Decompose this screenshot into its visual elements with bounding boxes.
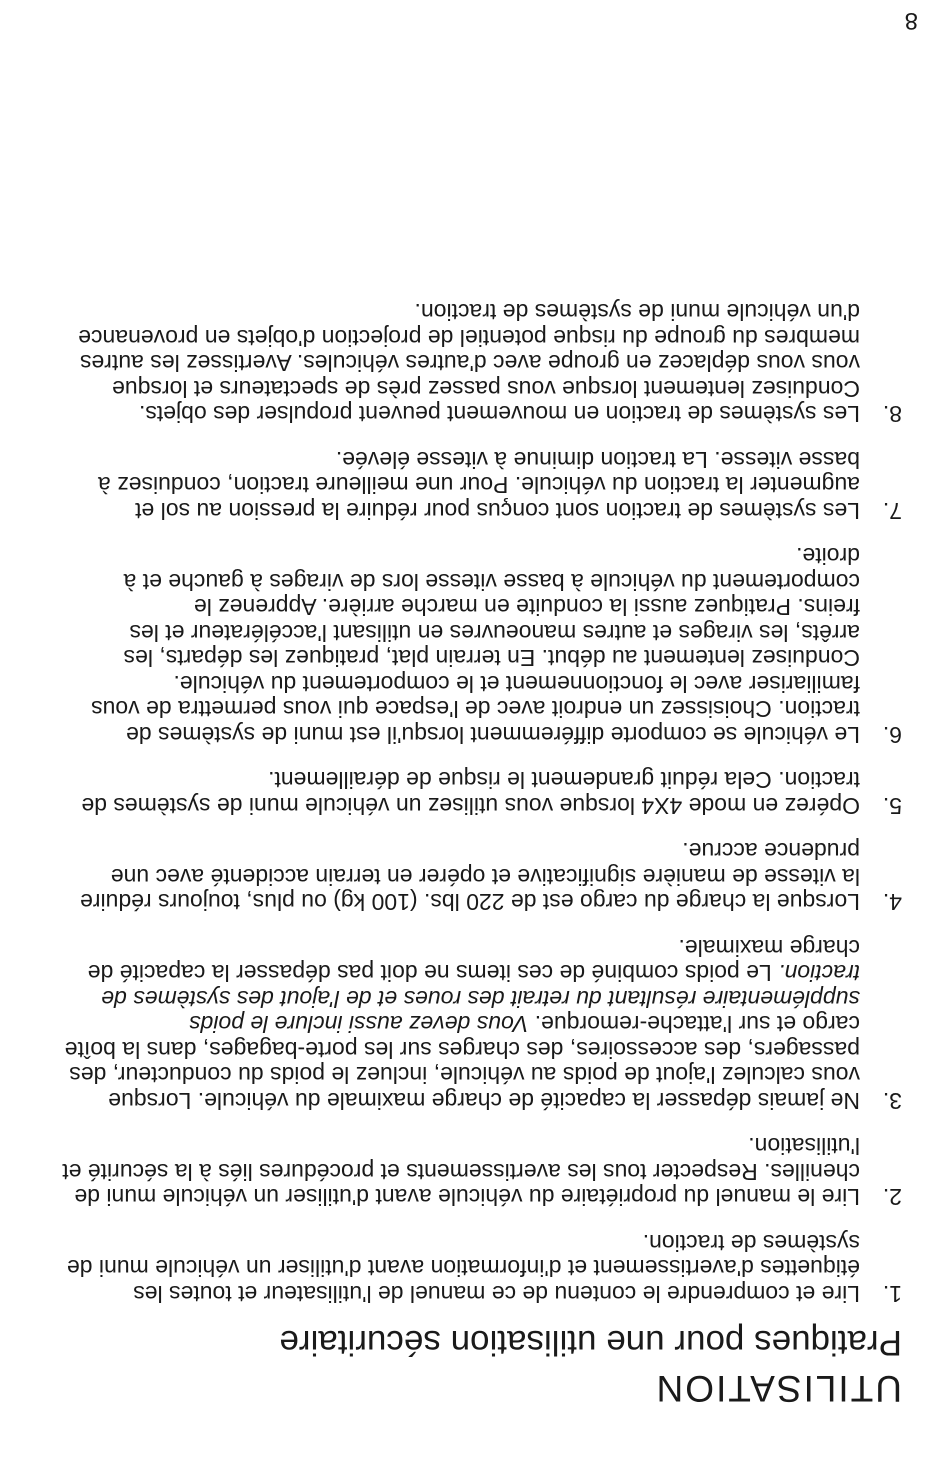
list-item: [62, 935, 902, 1114]
list-item: [62, 838, 902, 915]
item-number: 2.: [882, 1184, 902, 1211]
item-number: 4.: [882, 889, 902, 916]
page-content: [62, 279, 902, 1408]
item-text: Lire et comprendre le contenu de ce manuel de l'utilisateur et toutes les étiquettes d'avertissement et d'information avant d'utiliser un véhicule muni de systèmes de traction.: [66, 1230, 860, 1307]
list-item: [62, 767, 902, 818]
item-text: Le véhicule se comporte différemment lorsqu'il est muni de systèmes de traction. Choisissez un endroit avec de l'espace qui vous permettra de vous familiariser avec le fonctionnement et le comportement du véhicule. Conduisez lentement au début. En terrain plat, pratiquez les départs, les arrêts, les virages et autres manoeuvres en utilisant l'accélérateur et les freins. Pratiquez aussi la conduite en marche arrière. Apprenez le comportement du véhicule à basse vitesse lors de virages à gauche et à droite.: [91, 543, 860, 748]
page-number: 8: [904, 7, 918, 34]
item-text: Lire le manuel du propriétaire du véhicule avant d'utiliser un véhicule muni de chenilles. Respecter tous les avertissements et procédures liés à la sécurité et l'utilisation.: [62, 1133, 860, 1211]
item-number: 7.: [882, 498, 902, 524]
item-text-part: Ne jamais dépasser la capacité de charge maximale du véhicule. Lorsque vous calculez l'ajout de poids au véhicule, incluez le poids du conducteur, des passagers, des accessoires, des charges sur les porte-bagages, dans la boîte cargo et sur l'attache-remorque.: [64, 1011, 860, 1114]
list-item: [62, 1133, 902, 1210]
list-item: [62, 299, 902, 427]
item-text: Les systèmes de traction en mouvement peuvent propulser des objets. Conduisez lentement lorsque vous passez près de spectateurs et lorsque vous vous déplacez en groupe avec d'autres véhicules. Avertissez les autres membres du groupe du risque potentiel de projection d'objets en provenance d'un véhicule muni de systèmes de traction.: [78, 299, 860, 428]
item-text: Les systèmes de traction sont conçus pour réduire la pression au sol et augmenter la traction du véhicule. Pour une meilleure traction, conduisez à basse vitesse. La traction diminue à vitesse élevée.: [98, 447, 860, 524]
item-text: [62, 935, 860, 1114]
list-item: [62, 447, 902, 524]
list-item: [62, 1230, 902, 1307]
item-text-italic: Vous devez aussi inclure le poids supplémentaire résultant du retrait des roues et de l'ajout des systèmes de traction.: [101, 960, 860, 1038]
item-number: 3.: [882, 1088, 902, 1114]
safety-practices-list: [62, 299, 902, 1306]
item-number: 1.: [882, 1281, 902, 1307]
item-text-part: Le poids combiné de ces items ne doit pas dépasser la capacité de charge maximale.: [87, 935, 860, 987]
list-item: [62, 543, 902, 747]
section-title: UTILISATION: [654, 1368, 902, 1409]
item-text: Opérez en mode 4X4 lorsque vous utilisez un véhicule muni de systèmes de traction. Cela réduit grandement le risque de déraillement.: [81, 767, 860, 819]
page-heading: Pratiques pour une utilisation sécuritaire: [279, 1323, 902, 1362]
item-text: Lorsque la charge du cargo est de 220 lbs. (100 kg) ou plus, toujours réduire la vitesse de manière significative et opérer en terrain accidenté avec une prudence accrue.: [80, 838, 860, 916]
item-number: 8.: [882, 401, 902, 428]
item-number: 6.: [882, 722, 902, 748]
item-number: 5.: [882, 793, 902, 819]
